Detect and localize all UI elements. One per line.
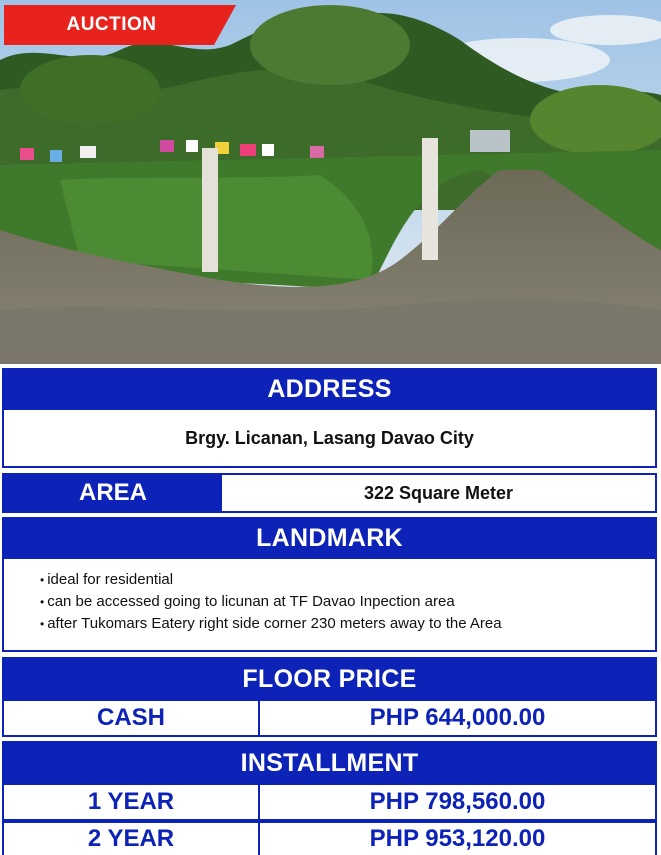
installment-price: PHP 953,120.00 (369, 825, 546, 852)
cash-label: CASH (4, 701, 260, 735)
address-box (2, 408, 657, 468)
auction-badge (4, 5, 236, 45)
cash-value: PHP 644,000.00 (369, 704, 546, 731)
landmark-heading: LANDMARK (2, 517, 657, 557)
installment-term: 2 YEAR (4, 823, 260, 855)
address-value: Brgy. Licanan, Lasang Davao City (185, 427, 474, 448)
area-label: AREA (4, 475, 222, 511)
installment-term: 1 YEAR (4, 785, 260, 819)
installment-row (2, 821, 657, 855)
auction-badge-label: AUCTION (66, 14, 157, 35)
landmark-item: • ideal for residential (40, 569, 655, 591)
area-row (2, 473, 657, 513)
cash-row (2, 699, 657, 737)
address-heading: ADDRESS (2, 368, 657, 408)
landmark-item: • can be accessed going to licunan at TF Davao Inpection area (40, 591, 655, 613)
floor-price-heading: FLOOR PRICE (2, 657, 657, 699)
installment-heading: INSTALLMENT (2, 741, 657, 783)
installment-price: PHP 798,560.00 (369, 788, 546, 815)
landmark-box (2, 557, 657, 652)
installment-row (2, 783, 657, 821)
area-value: 322 Square Meter (222, 475, 655, 511)
landmark-list (4, 559, 655, 635)
property-photo (0, 0, 661, 364)
landmark-item: • after Tukomars Eatery right side corner 230 meters away to the Area (40, 613, 655, 635)
